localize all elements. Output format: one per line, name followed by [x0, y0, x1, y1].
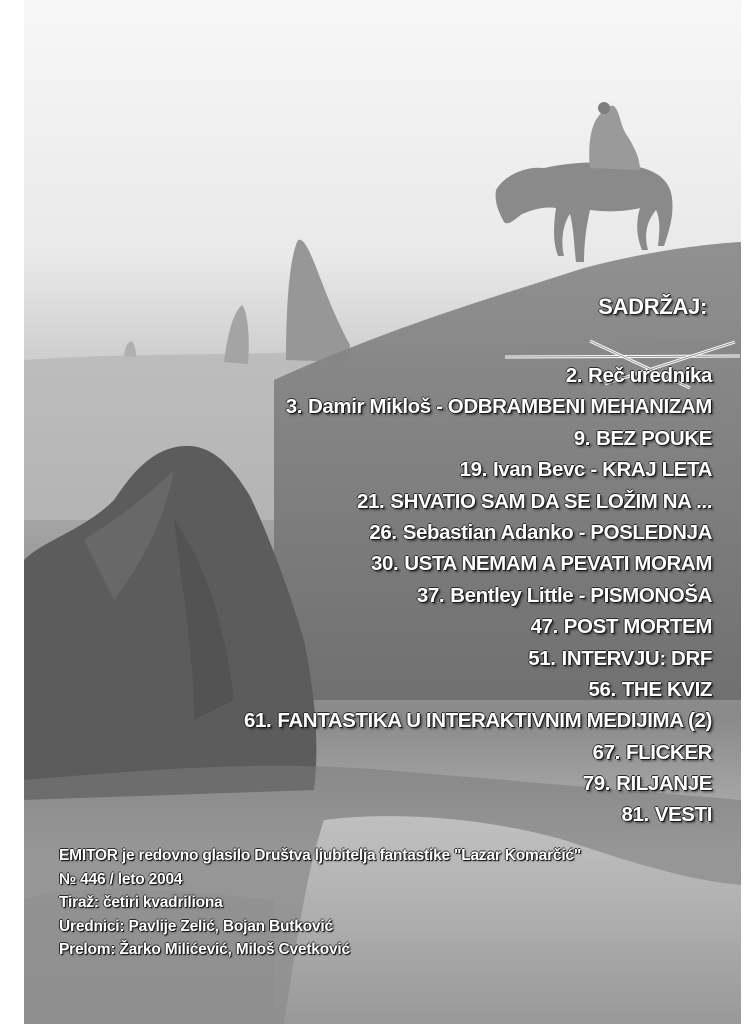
table-of-contents	[244, 360, 712, 831]
toc-item: 30. USTA NEMAM A PEVATI MORAM	[370, 552, 712, 576]
toc-item: 56. THE KVIZ	[588, 677, 712, 701]
toc-item: 47. POST MORTEM	[530, 615, 712, 639]
colophon-publisher-line: EMITOR je redovno glasilo Društva ljubitelja fantastike "Lazar Komarčić"	[59, 847, 581, 864]
toc-item: 19. Ivan Bevc - KRAJ LETA	[459, 458, 712, 482]
toc-item: 3. Damir Mikloš - ODBRAMBENI MEHANIZAM	[285, 395, 712, 419]
standing-stone-small	[224, 305, 249, 364]
toc-item: 67. FLICKER	[592, 740, 712, 764]
colophon-editors-line: Urednici: Pavlije Zelić, Bojan Butković	[59, 917, 333, 935]
colophon-layout-line: Prelom: Žarko Milićević, Miloš Cvetković	[59, 941, 350, 958]
toc-item: 79. RILJANJE	[582, 772, 712, 796]
contents-title: SADRŽAJ:	[598, 294, 707, 319]
toc-item: 26. Sebastian Adanko - POSLEDNJA	[369, 520, 712, 544]
colophon	[59, 844, 699, 962]
standing-stone-far	[124, 341, 136, 357]
toc-item: 61. FANTASTIKA U INTERAKTIVNIM MEDIJIMA (2)	[244, 709, 712, 733]
toc-item: 21. SHVATIO SAM DA SE LOŽIM NA ...	[356, 489, 712, 513]
toc-item: 51. INTERVJU: DRF	[528, 646, 712, 670]
toc-item: 37. Bentley Little - PISMONOŠA	[416, 583, 712, 607]
colophon-issue-line: № 446 / leto 2004	[59, 870, 183, 888]
toc-item-struck: 2. Reč urednika	[565, 364, 712, 387]
colophon-circulation-line: Tiraž: četiri kvadriliona	[59, 894, 223, 911]
standing-stone-large	[286, 240, 350, 362]
toc-item: 81. VESTI	[621, 803, 712, 827]
toc-item: 9. BEZ POUKE	[573, 426, 712, 450]
horse-rider-silhouette	[496, 102, 673, 262]
